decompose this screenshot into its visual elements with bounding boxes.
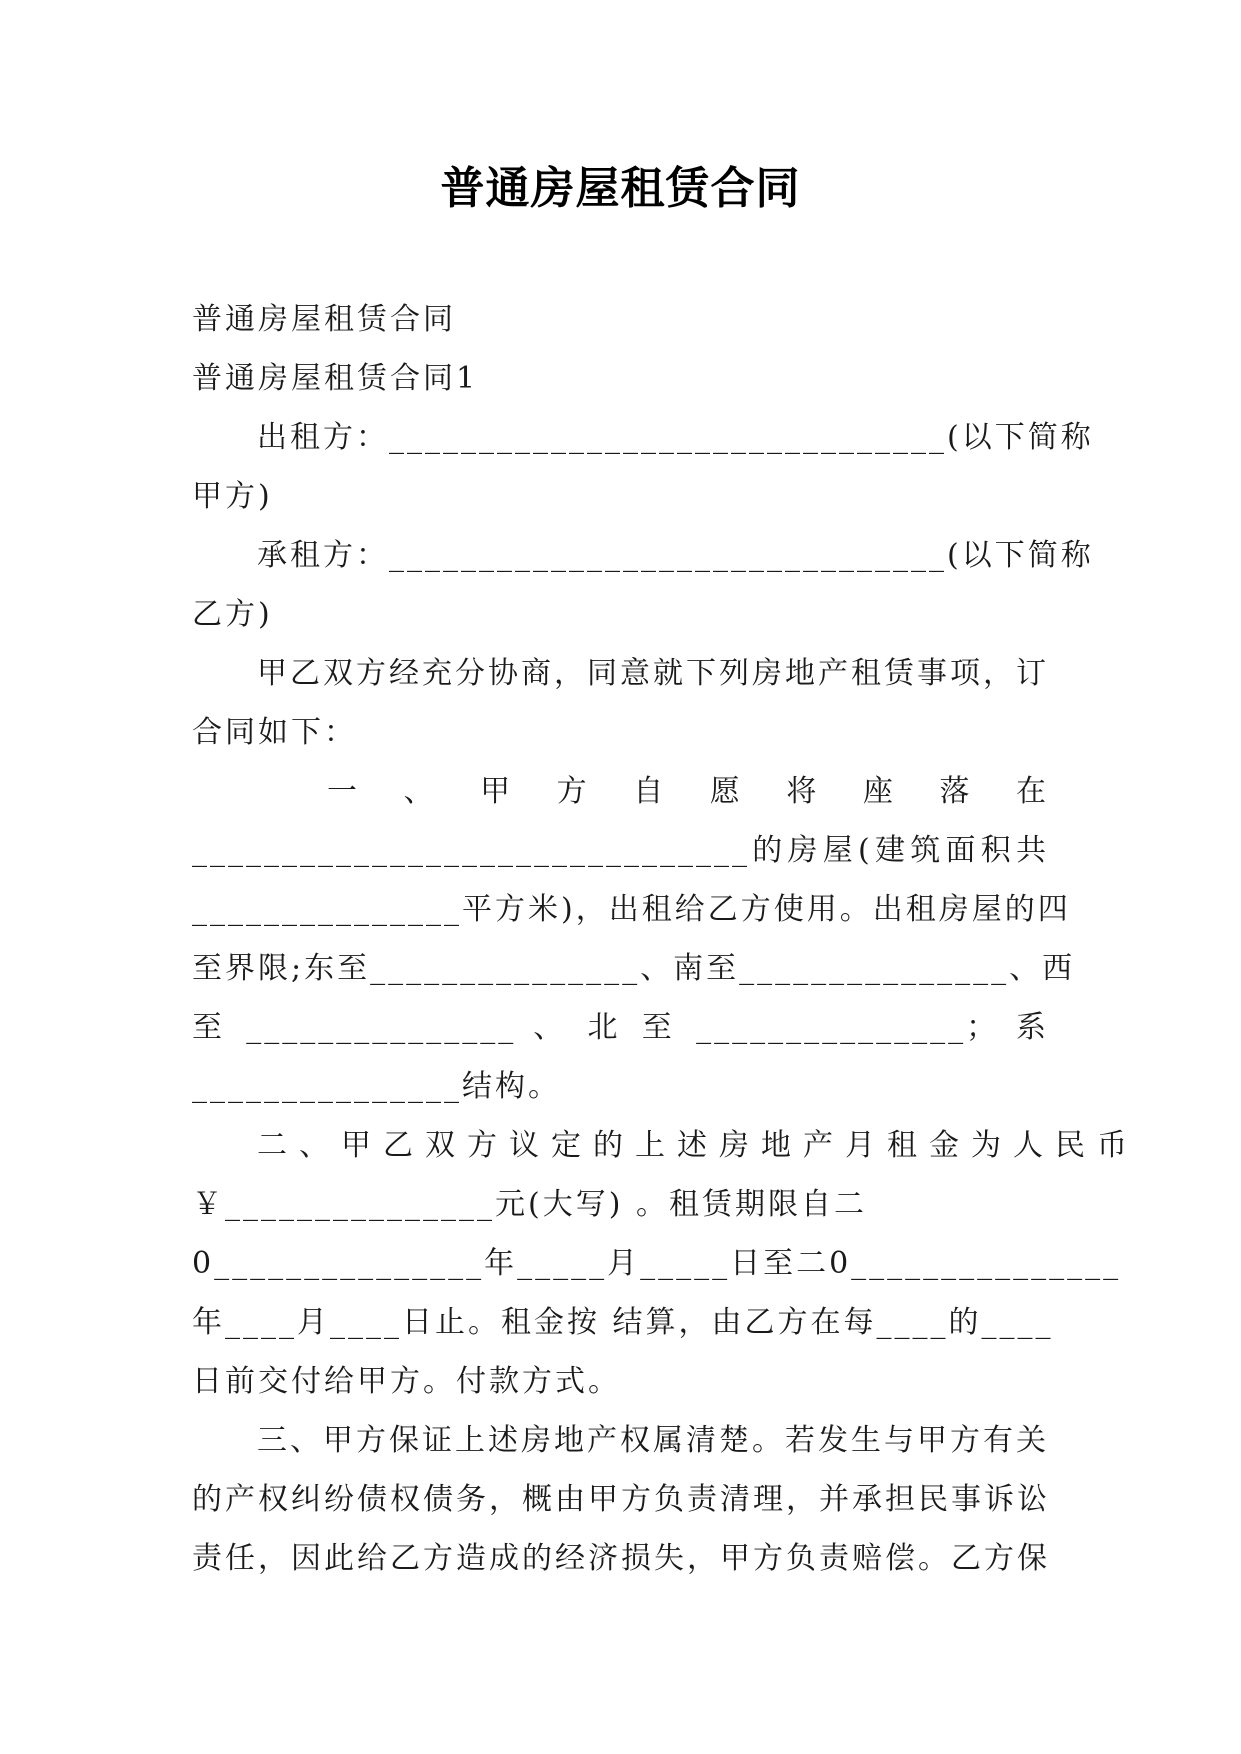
text-line-22: 责任，因此给乙方造成的经济损失，甲方负责赔偿。乙方保: [192, 1541, 1050, 1576]
clause-1-heading: 一 、 甲 方 自 愿 将 座 落 在: [327, 774, 1049, 809]
text-line-6: 乙方): [192, 597, 273, 632]
document-title: 普通房屋租赁合同: [440, 163, 801, 214]
text-line-16: ￥_______________元(大写) 。租赁期限自二: [192, 1187, 867, 1222]
text-line-21: 的产权纠纷债权债务，概由甲方负责清理，并承担民事诉讼: [192, 1482, 1050, 1517]
text-line-13: 至 _______________ 、 北 至 _______________； 系: [192, 1010, 1049, 1045]
document-body: [192, 290, 1139, 1588]
clause-3-heading: 三、甲方保证上述房地产权属清楚。若发生与甲方有关: [257, 1423, 1049, 1458]
text-line-8: 合同如下：: [192, 715, 357, 750]
text-line-11: _______________平方米)，出租给乙方使用。出租房屋的四: [192, 892, 1071, 927]
text-line-lessor: 出租方：_______________________________(以下简称: [257, 420, 1094, 455]
text-line-14: _______________结构。: [192, 1069, 561, 1104]
text-line-4: 甲方): [192, 479, 273, 514]
text-line-12: 至界限;东至_______________、南至_______________、西: [192, 951, 1076, 986]
text-line-2: 普通房屋租赁合同1: [192, 361, 479, 396]
text-line-10: _______________________________的房屋(建筑面积共: [192, 833, 1049, 868]
text-line-1: 普通房屋租赁合同: [192, 302, 456, 337]
text-line-lessee: 承租方：_______________________________(以下简称: [257, 538, 1094, 573]
text-line-19: 日前交付给甲方。付款方式。: [192, 1364, 621, 1399]
text-line-18: 年____月____日止。租金按 结算，由乙方在每____的____: [192, 1305, 1054, 1340]
text-line-7: 甲乙双方经充分协商，同意就下列房地产租赁事项，订: [257, 656, 1049, 691]
clause-2-heading: 二、甲乙双方议定的上述房地产月租金为人民币: [257, 1128, 1139, 1163]
text-line-17: 0_______________年_____月_____日至二0_______________: [192, 1246, 1122, 1281]
